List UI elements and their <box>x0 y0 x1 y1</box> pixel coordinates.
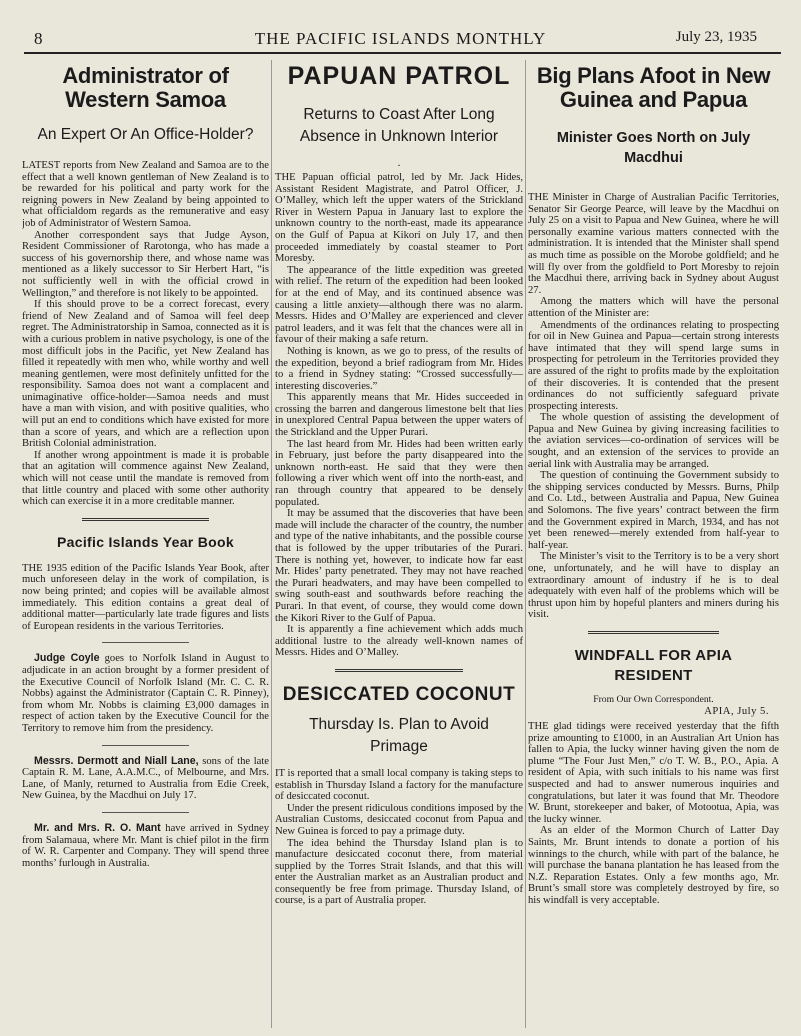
article-headline: Pacific Islands Year Book <box>57 533 234 550</box>
personal-item <box>22 823 269 869</box>
article-body <box>275 172 523 659</box>
paragraph: If this should prove to be a correct forecast, every friend of New Zealand and of Samoa will feel deep regret. The Administratorship in Samoa, connected as it is with a curious problem in native psychology, is one of the most difficult jobs in the Pacific, yet New Zealand has filled it repeatedly with men who, while worthy and well meaning gentlemen, were most definitely unfitted for the responsibility. Samoa does not want a complacent and unimaginative office-holder—Samoa needs and must have a man with vision, and with positive qualities, who will put an end to conditions which have existed for more than a score of years, and which are a reflection upon British Colonial administration. <box>22 299 269 450</box>
paragraph: Nothing is known, as we go to press, of the results of the expedition, beyond a brief radiogram from Mr. Hides to a friend in Sydney stating: “Crossed successfully—interesting discoveries.” <box>275 345 523 392</box>
paragraph: The question of continuing the Government subsidy to the shipping services conducted by Messrs. Burns, Philp and Co. Ltd., between Australia and Papua, New Guinea and Solomons. The five years’ contract between the firm and the Government expired in March, 1934, and has not yet been renewed—merely extended from half-year to half-year. <box>528 470 779 551</box>
paragraph: Another correspondent says that Judge Ayson, Resident Commissioner of Rarotonga, who has made a success of his governorship there, and whose name was mentioned as a likely successor to Sir Herbert Hart, “is not sufficiently well in with the official crowd in Wellington,” and therefore is not likely to be appointed. <box>22 229 269 299</box>
ornament: · <box>397 158 401 172</box>
section-rule <box>102 642 189 643</box>
personal-text: goes to Norfolk Island in August to adjudicate in an action brought by a former president of the Executive Council of Norfolk Island (Mr. C. C. R. Nobbs) against the Administrator (Captain C. R. Pinney), from whom Mr. Nobbs is claiming £3,000 damages in respect of action taken by the Executive Council for the Territory to remove him from the presidency. <box>22 653 269 734</box>
section-rule <box>588 631 719 634</box>
article-body <box>22 160 269 508</box>
article-yearbook <box>22 533 269 633</box>
personal-item <box>22 653 269 734</box>
paragraph: It is apparently a fine achievement which adds much additional lustre to the already well-known names of Messrs. Hides and O’Malley. <box>275 624 523 659</box>
article-body <box>275 768 523 907</box>
article-headline: PAPUAN PATROL <box>287 62 511 90</box>
page-number: 8 <box>34 29 43 48</box>
column-divider <box>525 60 526 1028</box>
article-headline: DESICCATED COCONUT <box>282 683 516 705</box>
article-body <box>528 192 779 621</box>
article-headline: Administrator of Western Samoa <box>62 63 229 112</box>
paragraph: Among the matters which will have the personal attention of the Minister are: <box>528 296 779 319</box>
paragraph: The last heard from Mr. Hides had been written early in February, just before the party disappeared into the unknown north-east. He said that they were then following a river which went off into the north-east, and ran through country that appeared to be densely populated. <box>275 438 523 508</box>
personal-item <box>22 756 269 802</box>
column-divider <box>271 60 272 1028</box>
section-rule <box>82 518 209 521</box>
personal-text: sons of the late Captain R. M. Lane, A.A.M.C., of Melbourne, and Mrs. Lane, of Manly, returned to Australia from Edie Creek, New Guinea, by the Macdhui on July 17. <box>22 755 269 802</box>
article-windfall <box>528 646 779 907</box>
article-body <box>528 721 779 907</box>
article-coconut <box>275 684 523 907</box>
dateline: APIA, July 5. <box>704 705 769 717</box>
paragraph: THE glad tidings were received yesterday that the fifth prize amounting to £1000, in an Australian Art Union has fallen to Apia, the lucky winner having given the nom de plume “The Four Just Men,” c/o T. W. B., P.O., Apia. A resident of Apia, with such initials to his name was first suspected and had to answer numerous inquiries and congratulations, but later it was found that Mr. Theodore W. Brunt, storekeeper and baker, of Motootua, Apia, was the lucky winner. <box>528 720 779 825</box>
personal-text: have arrived in Sydney from Salamaua, where Mr. Mant is chief pilot in the firm of W. R. Carpenter and Company. They will spend three months’ furlough in Australia. <box>22 822 269 869</box>
article-body <box>22 563 269 633</box>
column-right <box>528 60 779 1030</box>
paragraph: Amendments of the ordinances relating to prospecting for oil in New Guinea and Papua—certain strong interests have intimated that they will spend large sums in prospecting for petroleum in the Territories provided they are assured of the right to profits made by the exploitation of their discoveries. It is contended that the present ordinances do not sufficiently safeguard private prospecting interests. <box>528 319 779 412</box>
paragraph: Under the present ridiculous conditions imposed by the Australian Customs, desiccated coconut from Papua and New Guinea is forced to pay a primage duty. <box>275 802 523 837</box>
column-left <box>22 60 269 1030</box>
article-subhead: Minister Goes North on July Macdhui <box>556 130 751 166</box>
masthead <box>0 0 801 58</box>
paragraph: As an elder of the Mormon Church of Latter Day Saints, Mr. Brunt intends to donate a portion of his winnings to the church, while with part of the balance, he will purchase the banana plantation he has leased from the N.Z. Reparation Estates. Only a few months ago, Mr. Brunt’s small store was completely destroyed by fire, so his windfall is very acceptable. <box>528 825 779 906</box>
paragraph: THE Papuan official patrol, led by Mr. Jack Hides, Assistant Resident Magistrate, and Patrol Officer, J. O’Malley, which left the upper waters of the Strickland River in Western Papua in January last to explore the unknown country to the north-east, made its appearance on the Gulf of Papua at Kikori on July 17, and then proceeded immediately by coastal steamer to Port Moresby. <box>275 172 523 265</box>
section-rule <box>102 812 189 813</box>
paragraph: This apparently means that Mr. Hides succeeded in crossing the barren and dangerous limestone belt that lies in unexplored Central Papua between the upper waters of the Strickland and the Upper Purari. <box>275 392 523 439</box>
person-name: Judge Coyle <box>34 652 100 665</box>
publication-title: THE PACIFIC ISLANDS MONTHLY <box>254 29 547 48</box>
paragraph: It may be assumed that the discoveries that have been made will include the character of the country, the number and type of the native inhabitants, and the possible course that is followed by the upper tributaries of the Purari. There is nothing yet, however, to indicate how far east Mr. Hides’ party penetrated. They may not have reached the Purari headwaters, and may have been compelled to swing south-east and southwards before reaching the Purari. In that event, of course, they would come down the Kikori River to the Gulf of Papua. <box>275 508 523 624</box>
article-subhead: Thursday Is. Plan to Avoid Primage <box>309 715 489 755</box>
masthead-rule <box>24 52 781 54</box>
paragraph: IT is reported that a small local company is taking steps to establish in Thursday Island a factory for the manufacture of desiccated coconut. <box>275 767 523 803</box>
paragraph: LATEST reports from New Zealand and Samoa are to the effect that a well known gentleman of New Zealand is to be rewarded for his political and party work for the reigning powers in New Zealand by being appointed to what officialdom regards as the remunerative and easy job of Administrator of Western Samoa. <box>22 160 269 229</box>
article-headline: WINDFALL FOR APIA RESIDENT <box>574 646 733 684</box>
paragraph: The idea behind the Thursday Island plan is to manufacture desiccated coconut there, from material supplied by the Torres Strait Islands, and that this will enter the Australian market as an Australian product and consequently be free from primage. Thursday Island, of course, is a part of Australia proper. <box>275 837 523 907</box>
issue-date: July 23, 1935 <box>675 29 757 45</box>
article-headline: Big Plans Afoot in New Guinea and Papua <box>536 63 771 112</box>
paragraph: The appearance of the little expedition was greeted with relief. The return of the expedition had been looked for at the end of May, and its continued absence was causing a little anxiety—although there was no alarm. Messrs. Hides and O’Malley are experienced and clever patrol leaders, and it was felt that the chances were all in favour of their making a safe return. <box>275 264 523 346</box>
section-rule <box>335 669 463 672</box>
section-rule <box>102 745 189 746</box>
column-middle <box>275 60 523 1030</box>
article-samoa <box>22 64 269 508</box>
paragraph: The Minister’s visit to the Territory is to be a very short one, unfortunately, and he will have to display an extraordinary amount of industry if he is to deal adequately with even half of the problems which will be thrust upon him by hopeful planters and miners during his visit. <box>528 551 779 621</box>
paragraph: If another wrong appointment is made it is probable that an agitation will commence against New Zealand, which will not cease until the mandate is removed from that little country and placed with some other authority which can exercise it in a more creditable manner. <box>22 449 269 508</box>
article-subhead: Returns to Coast After Long Absence in Unknown Interior <box>299 106 499 145</box>
article-plans <box>528 64 779 621</box>
personal-notes <box>22 653 269 869</box>
person-name: Messrs. Dermott and Niall Lane, <box>34 754 199 767</box>
person-name: Mr. and Mrs. R. O. Mant <box>34 821 161 834</box>
byline: From Our Own Correspondent. <box>593 693 714 705</box>
paragraph: THE Minister in Charge of Australian Pacific Territories, Senator Sir George Pearce, will leave by the Macdhui on July 25 on a visit to Papua and New Guinea, where he will personally examine various matters connected with the administration. It is intended that the Minister shall spend as much time as possible on the Morobe goldfield; and he will fly over from the goldfield to Port Moresby to rejoin the Macdhui there, arriving back in Sydney about August 27. <box>528 192 779 296</box>
paragraph: The whole question of assisting the development of Papua and New Guinea by giving increasing facilities to the aviation services—co-ordination of services will be sought, and an extension of the services to provide an aerial link with Australia may be arranged. <box>528 412 779 470</box>
paragraph: THE 1935 edition of the Pacific Islands Year Book, after much unforeseen delay in the work of compilation, is now being printed; and copies will be available almost immediately. This edition contains a great deal of additional matter—particularly late trade figures and lists of European residents in the various Territories. <box>22 562 269 632</box>
article-patrol <box>275 62 523 659</box>
article-subhead: An Expert Or An Office-Holder? <box>37 126 254 143</box>
